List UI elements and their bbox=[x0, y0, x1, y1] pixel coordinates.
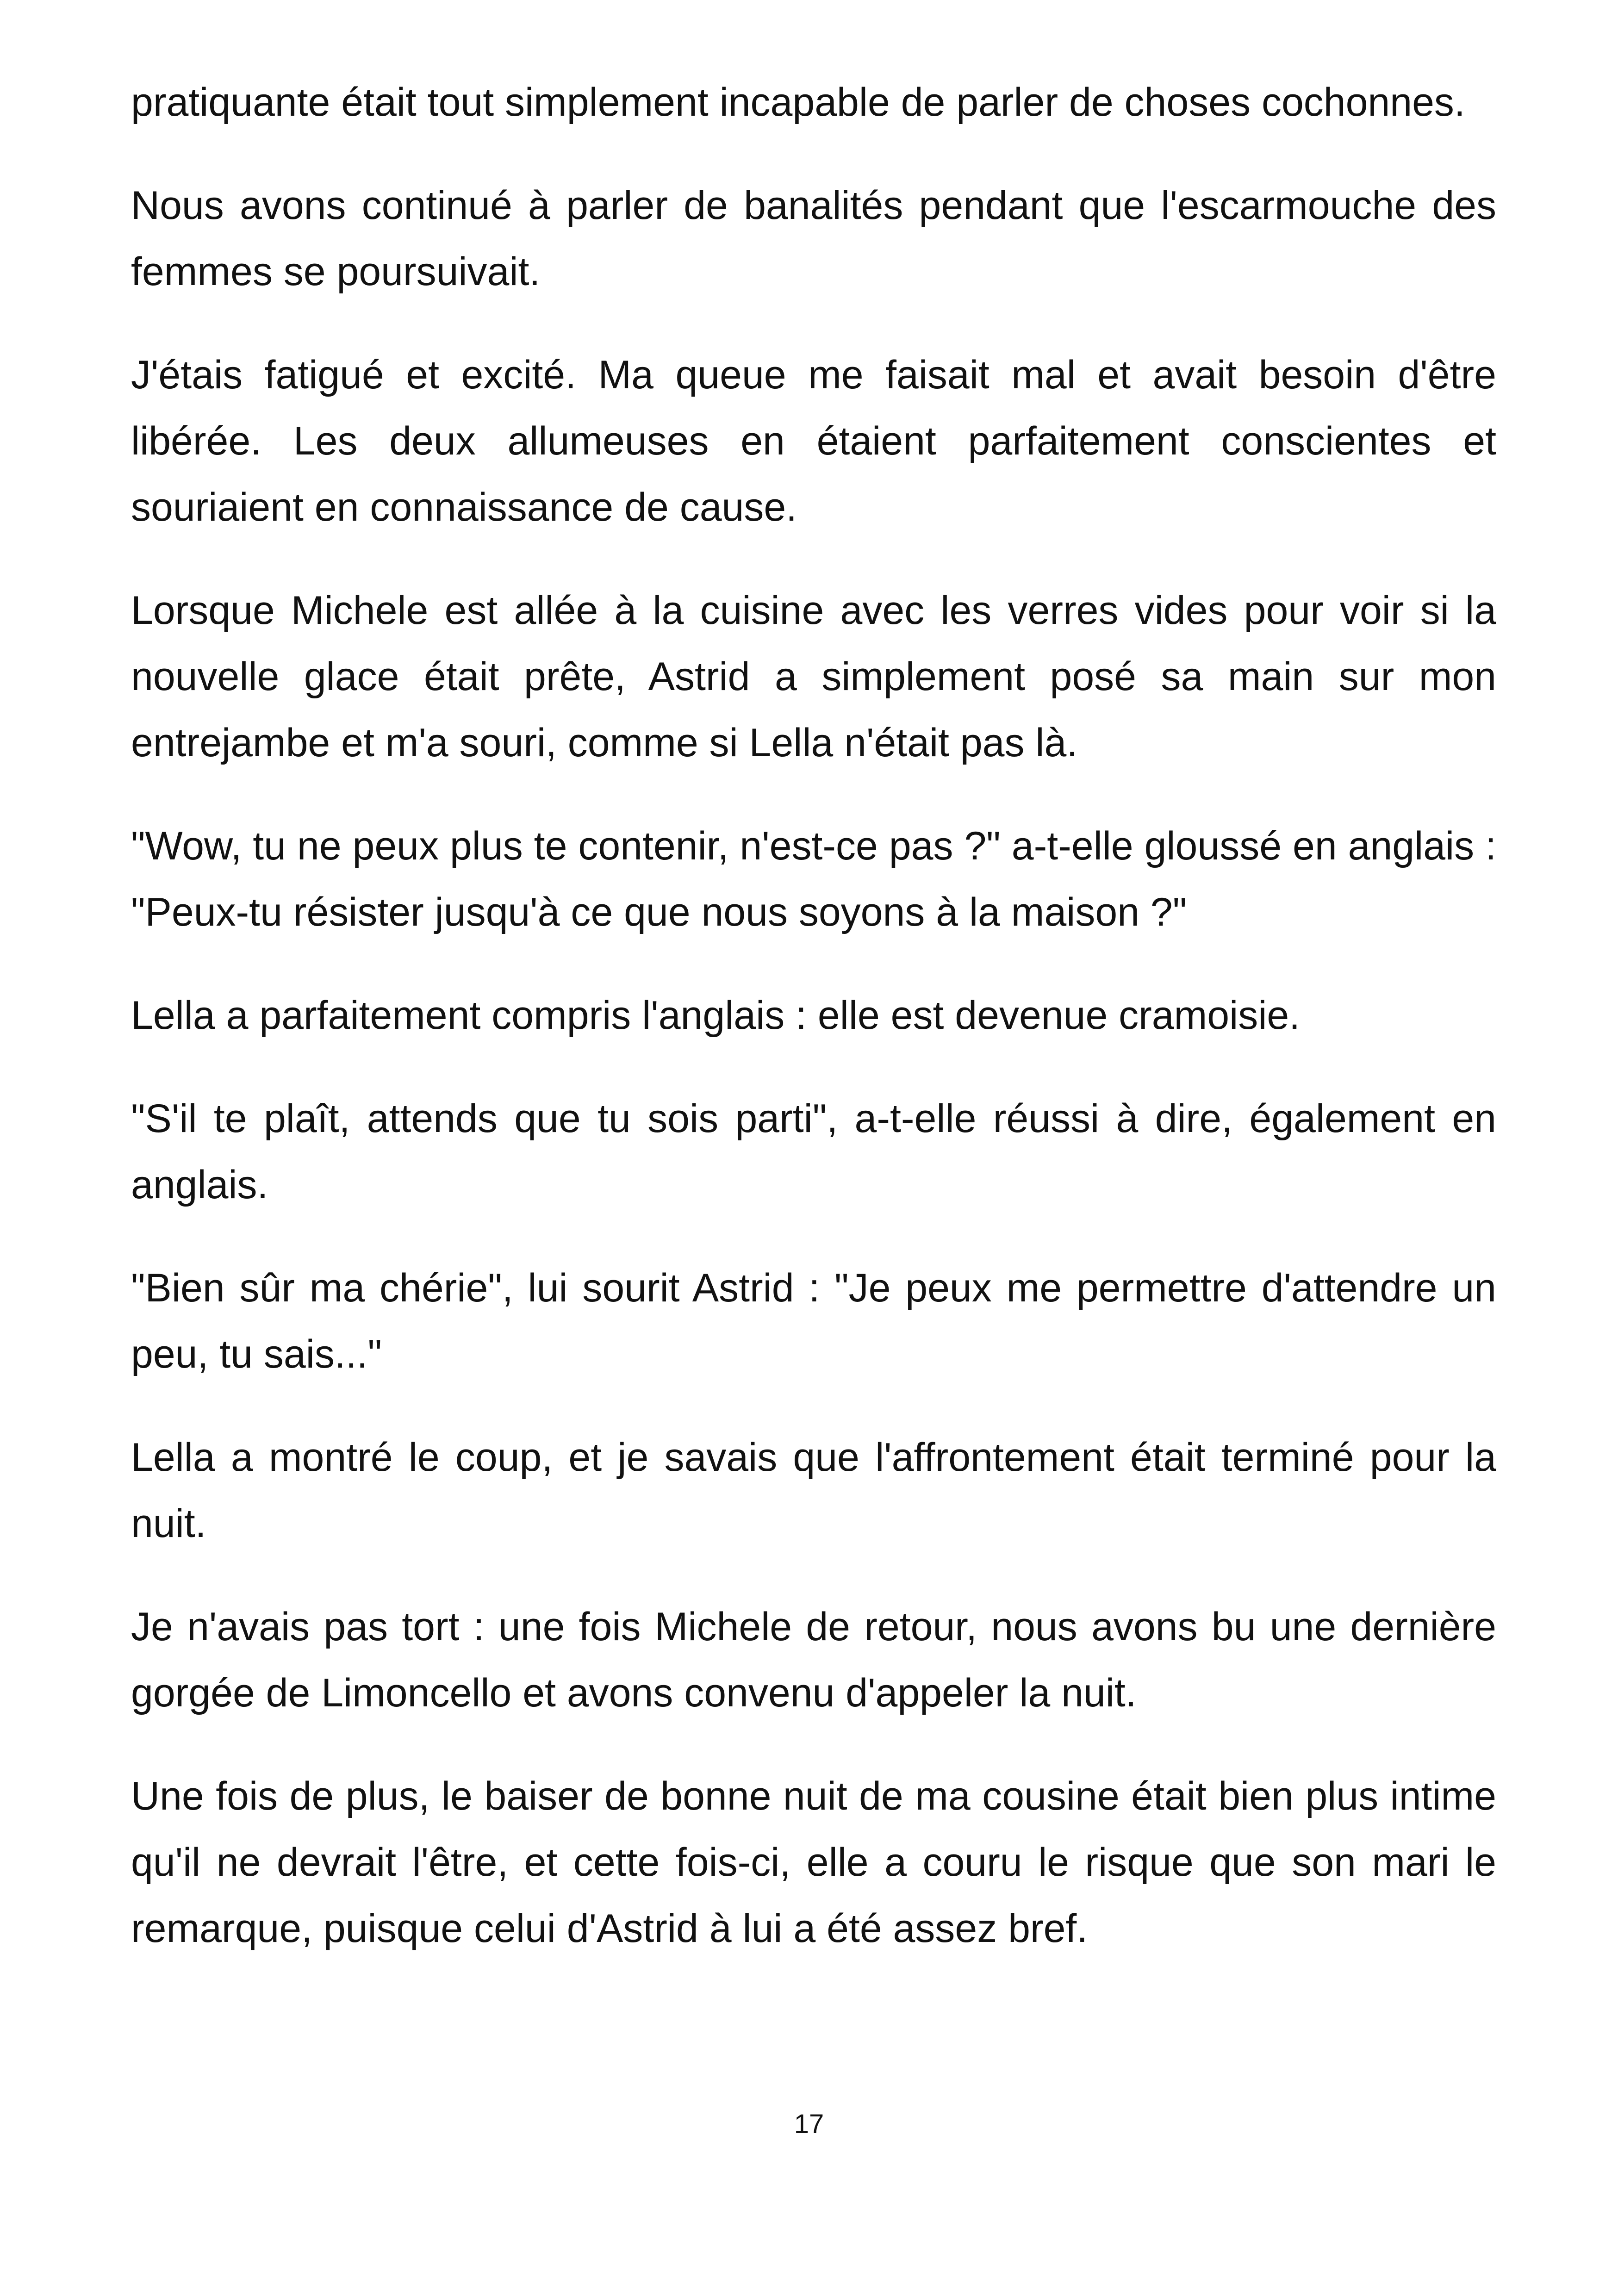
paragraph: pratiquante était tout simplement incapable de parler de choses cochonnes. bbox=[131, 80, 1465, 124]
paragraph: Je n'avais pas tort : une fois Michele de retour, nous avons bu une dernière gorgée de Limoncello et avons convenu d'appeler la nuit. bbox=[131, 1605, 1496, 1715]
paragraph: Lella a parfaitement compris l'anglais : elle est devenue cramoisie. bbox=[131, 993, 1301, 1038]
paragraph: J'étais fatigué et excité. Ma queue me faisait mal et avait besoin d'être libérée. Les deux allumeuses en étaient parfaitement conscientes et souriaient en connaissance de cause. bbox=[131, 353, 1496, 529]
paragraph: Une fois de plus, le baiser de bonne nuit de ma cousine était bien plus intime qu'il ne devrait l'être, et cette fois-ci, elle a couru le risque que son mari le remarque, puisque celui d'Astrid à lui a été assez bref. bbox=[131, 1774, 1496, 1951]
paragraph: "Bien sûr ma chérie", lui sourit Astrid : "Je peux me permettre d'attendre un peu, tu sais..." bbox=[131, 1266, 1496, 1376]
page-number: 17 bbox=[794, 2109, 824, 2139]
paragraph: "S'il te plaît, attends que tu sois parti", a-t-elle réussi à dire, également en anglais. bbox=[131, 1096, 1496, 1207]
paragraph: Lorsque Michele est allée à la cuisine avec les verres vides pour voir si la nouvelle glace était prête, Astrid a simplement posé sa main sur mon entrejambe et m'a souri, comme si Lella n'était pas là. bbox=[131, 588, 1496, 765]
paragraph: "Wow, tu ne peux plus te contenir, n'est-ce pas ?" a-t-elle gloussé en anglais : "Peux-tu résister jusqu'à ce que nous soyons à la maison ?" bbox=[131, 824, 1496, 934]
body-text bbox=[131, 69, 1496, 1999]
paragraph: Lella a montré le coup, et je savais que l'affrontement était terminé pour la nuit. bbox=[131, 1435, 1496, 1546]
paragraph: Nous avons continué à parler de banalités pendant que l'escarmouche des femmes se poursuivait. bbox=[131, 183, 1496, 294]
